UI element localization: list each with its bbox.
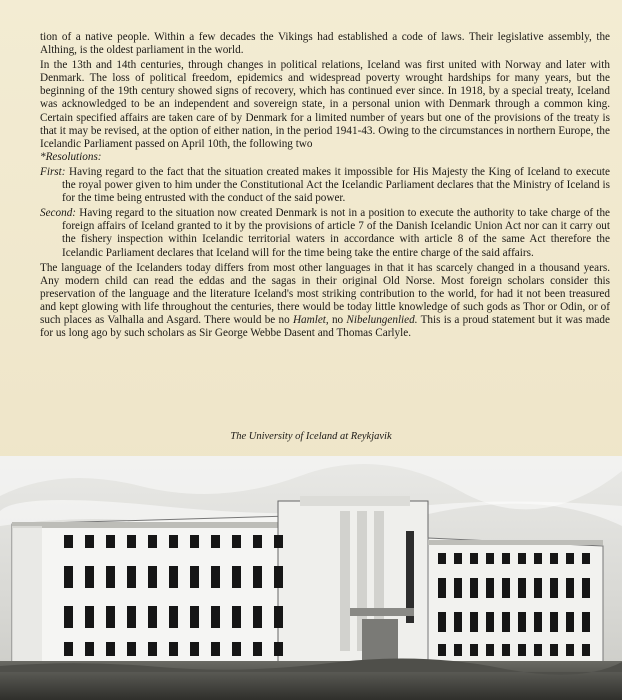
paragraph-language-text-a: The language of the Icelanders today differs from most other languages in that it has scarcely changed in a thousand years. Any modern child can read the eddas and the sagas in their original Old Norse. Most foreign scholars consider this preservation of the language and the literature Iceland's most striking contribution to the world, for had it not been treasured and kept glowing with life throughout the centuries, there would be today little knowledge of such gods as Thor or Odin, or of such places as Valhalla and Asgard. There would be no — [40, 261, 610, 326]
resolutions-heading: *Resolutions: — [40, 150, 102, 163]
resolution-second-label: Second: — [40, 207, 77, 220]
photo-caption: The University of Iceland at Reykjavik — [230, 431, 392, 442]
paragraph-history-text: In the 13th and 14th centuries, through changes in political relations, Iceland was first united with Norway and later with Denmark. The loss of political freedom, epidemics and widespread poverty wrought hardships for many years, but the beginning of the 19th century showed signs of recovery, which has continued ever since. In 1918, by a special treaty, Iceland was acknowledged to be an independent and sovereign state, in a personal union with Denmark through a common king. Certain specified affairs are taken care of by Denmark for a limited number of years but one of the provisions of the treaty is that it may be revised, at the option of either nation, in the period 1941-43. Owing to the circumstances in northern Europe, the Icelandic Parliament passed on April 10th, the following two — [40, 59, 610, 150]
left-end-wall — [12, 526, 42, 666]
resolution-second — [40, 207, 610, 259]
resolution-first — [40, 166, 610, 205]
university-photo — [0, 456, 622, 700]
resolution-first-text: Having regard to the fact that the situation created makes it impossible for His Majesty the King of Iceland to execute the royal power given to him under the Constitutional Act the Icelandic Parliament declares that the Ministry of Iceland is for the time being entrusted with the conduct of the said power. — [62, 165, 611, 205]
resolution-second-text: Having regard to the situation now created Denmark is not in a position to execute the authority to take charge of the foreign affairs of Iceland granted to it by the provisions of article 7 of the Danish Icelandic Union Act nor can it carry out the fishery inspection within Icelandic territorial waters in accordance with article 8 of the same Act therefore the Icelandic Parliament declares that Iceland will for the time being take the entire charge of the said affairs. — [62, 207, 610, 259]
paragraph-language-text-b: This is a proud statement but it was made for us long ago by such scholars as Sir George Webbe Dasent and Thomas Carlyle. — [40, 313, 610, 340]
paragraph-history — [40, 59, 610, 164]
central-tower — [278, 501, 428, 666]
no-word: no — [331, 313, 344, 326]
paragraph-althing: tion of a native people. Within a few decades the Vikings had established a code of laws. Their legislative assembly, the Althing, is the oldest parliament in the world. — [40, 31, 610, 57]
article-body — [40, 31, 610, 342]
hamlet-title: Hamlet, — [292, 313, 329, 326]
paragraph-language — [40, 262, 610, 341]
resolution-first-label: First: — [40, 165, 66, 178]
nibelungenlied-title: Nibelungenlied. — [346, 313, 418, 326]
university-building-illustration — [0, 456, 622, 700]
